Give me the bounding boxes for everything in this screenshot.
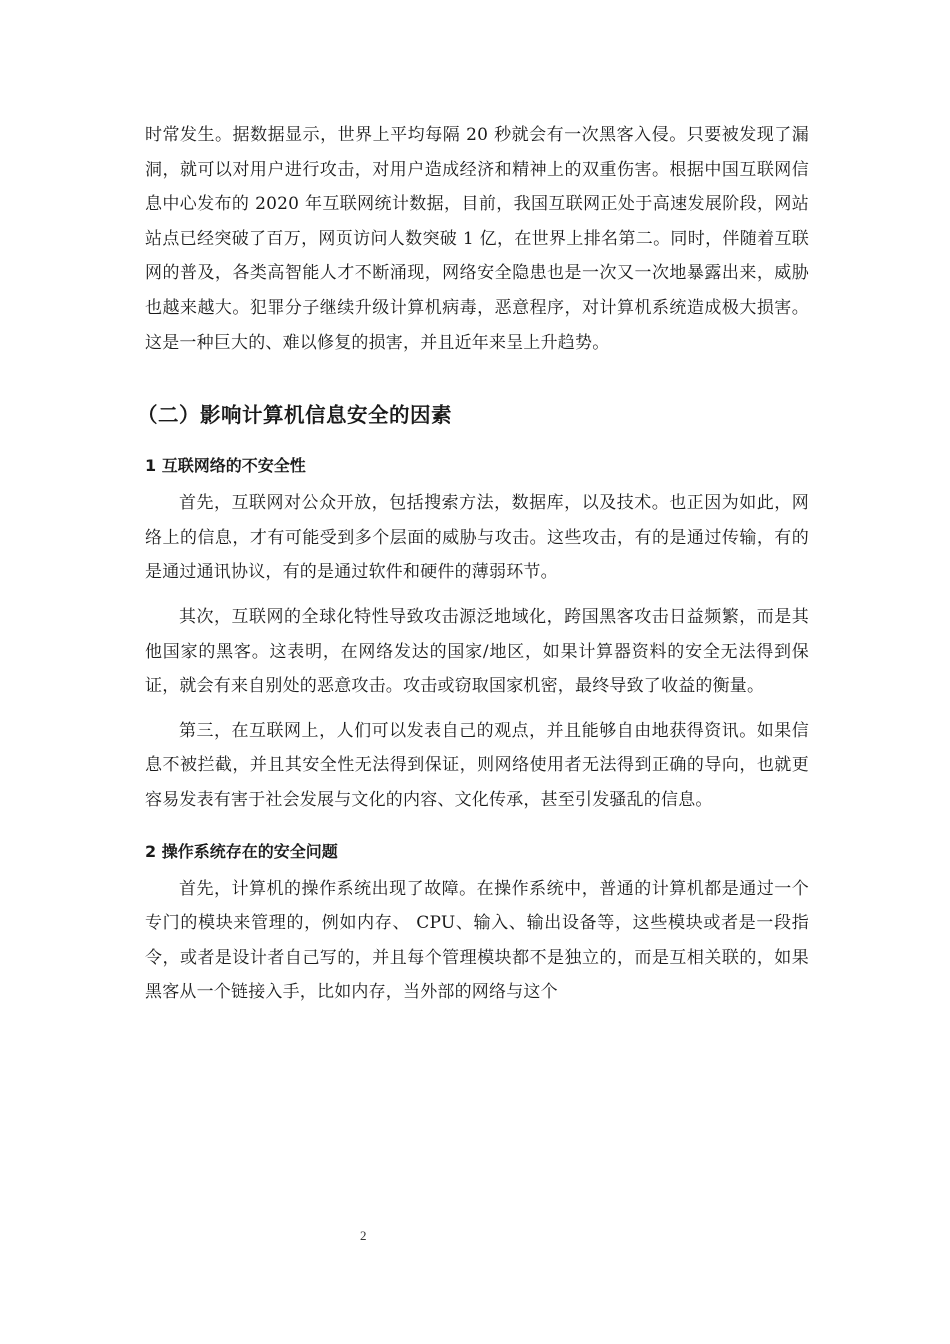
body-paragraph: 首先，互联网对公众开放，包括搜索方法，数据库，以及技术。也正因为如此，网络上的信息，才有可能受到多个层面的威胁与攻击。这些攻击，有的是通过传输，有的是通过通讯协议，有的是通过软件和硬件的薄弱环节。 <box>145 493 809 583</box>
intro-paragraph: 时常发生。据数据显示，世界上平均每隔 20 秒就会有一次黑客入侵。只要被发现了漏洞，就可以对用户进行攻击，对用户造成经济和精神上的双重伤害。根据中国互联网信息中心发布的 2020 年互联网统计数据，目前，我国互联网正处于高速发展阶段，网站站点已经突破了百万，网页访问人数突破 1 亿，在世界上排名第二。同时，伴随着互联网的普及，各类高智能人才不断涌现，网络安全隐患也是一次又一次地暴露出来，威胁也越来越大。犯罪分子继续升级计算机病毒，恶意程序，对计算机系统造成极大损害。这是一种巨大的、难以修复的损害，并且近年来呈上升趋势。 <box>145 125 809 353</box>
page-number: 2 <box>360 1228 367 1243</box>
body-paragraph: 首先，计算机的操作系统出现了故障。在操作系统中，普通的计算机都是通过一个专门的模块来管理的，例如内存、 CPU、输入、输出设备等，这些模块或者是一段指令，或者是设计者自己写的，并且每个管理模块都不是独立的，而是互相关联的，如果黑客从一个链接入手，比如内存，当外部的网络与这个 <box>145 878 809 1003</box>
paragraph-spacer <box>145 590 809 600</box>
section-heading: （二）影响计算机信息安全的因素 <box>137 403 452 428</box>
paragraph-spacer <box>145 704 809 714</box>
subsection-heading-1: 1 互联网络的不安全性 <box>145 456 306 476</box>
subsection-heading-2: 2 操作系统存在的安全问题 <box>145 841 338 861</box>
body-paragraph: 第三，在互联网上，人们可以发表自己的观点，并且能够自由地获得资讯。如果信息不被拦截，并且其安全性无法得到保证，则网络使用者无法得到正确的导向，也就更容易发表有害于社会发展与文化的内容、文化传承，甚至引发骚乱的信息。 <box>145 720 809 810</box>
body-paragraph: 其次，互联网的全球化特性导致攻击源泛地域化，跨国黑客攻击日益频繁，而是其他国家的黑客。这表明，在网络发达的国家/地区，如果计算器资料的安全无法得到保证，就会有来自别处的恶意攻击。攻击或窃取国家机密，最终导致了收益的衡量。 <box>145 606 809 697</box>
page-content <box>137 118 809 1010</box>
